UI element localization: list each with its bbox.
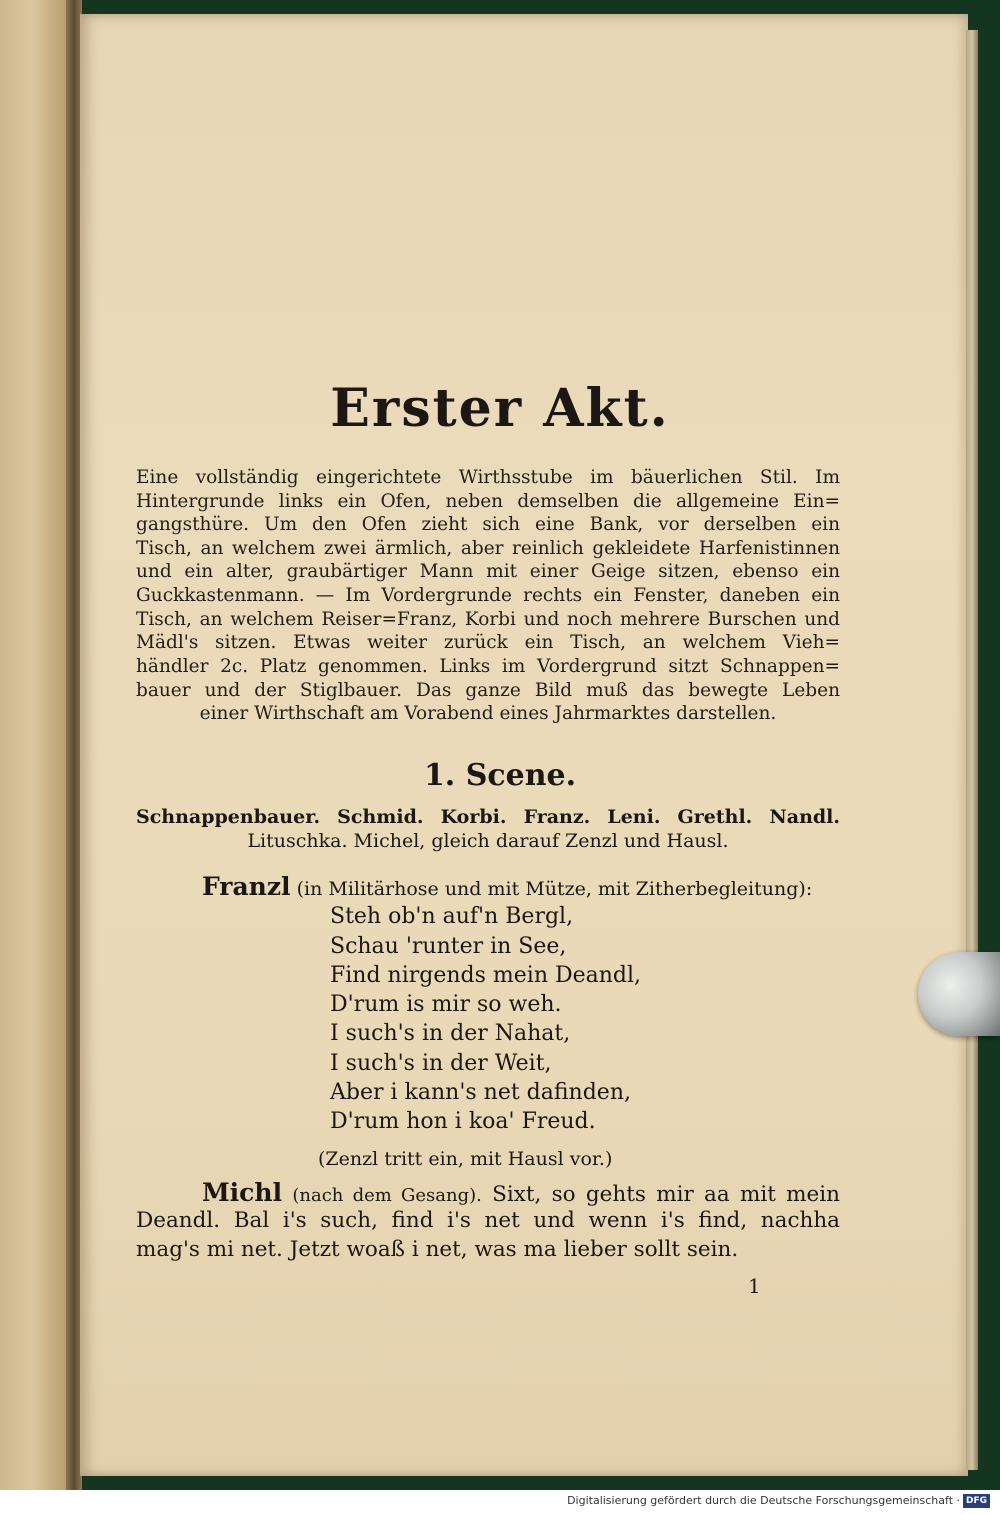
- stage-direction-line: händler 2c. Platz genommen. Links im Vordergrund sitzt Schnappen=: [136, 656, 840, 677]
- stage-direction-line: einer Wirthschaft am Vorabend eines Jahrmarktes darstellen.: [199, 703, 777, 724]
- franzl-line: [202, 872, 812, 901]
- michl-line: [202, 1178, 840, 1207]
- stage-direction-line: Tisch, an welchem Reiser=Franz, Korbi und noch mehrere Burschen und: [136, 609, 840, 630]
- song-verse: Find nirgends mein Deandl,: [330, 963, 642, 988]
- page-stack-edge: [966, 30, 978, 1470]
- stage-note: (Zenzl tritt ein, mit Hausl vor.): [318, 1148, 613, 1170]
- cast-list-line: Schnappenbauer. Schmid. Korbi. Franz. Leni. Grethl. Nandl.: [136, 806, 840, 828]
- dfg-logo: DFG: [963, 1494, 990, 1508]
- stage-direction-line: gangsthüre. Um den Ofen zieht sich eine Bank, vor derselben ein: [136, 514, 840, 535]
- page-number: 1: [748, 1274, 761, 1298]
- song-verse: Schau 'runter in See,: [330, 934, 567, 959]
- dialogue-line: mag's mi net. Jetzt woaß i net, was ma lieber sollt sein.: [136, 1237, 739, 1262]
- stage-direction-line: Tisch, an welchem zwei ärmlich, aber reinlich gekleidete Harfenistinnen: [136, 538, 840, 559]
- song-verse: D'rum is mir so weh.: [330, 992, 562, 1017]
- song-verse: Aber i kann's net dafinden,: [330, 1080, 631, 1105]
- cast-list-line: Lituschka. Michel, gleich darauf Zenzl und Hausl.: [247, 830, 729, 852]
- stage-direction-line: Mädl's sitzen. Etwas weiter zurück ein Tisch, an welchem Vieh=: [136, 632, 840, 653]
- stage-direction-line: Eine vollständig eingerichtete Wirthsstube im bäuerlichen Stil. Im: [136, 467, 840, 488]
- speaker-direction: (in Militärhose und mit Mütze, mit Zitherbegleitung):: [296, 878, 813, 900]
- dialogue-line: Deandl. Bal i's such, find i's net und wenn i's find, nachha: [136, 1208, 840, 1233]
- speaker-direction: (nach dem Gesang).: [292, 1185, 482, 1206]
- dialogue-text: Sixt, so gehts mir aa mit mein: [492, 1182, 840, 1207]
- stage-direction-line: Guckkastenmann. — Im Vordergrunde rechts ein Fenster, daneben ein: [136, 585, 840, 606]
- song-verse: I such's in der Weit,: [330, 1051, 552, 1076]
- stage-direction-line: und ein alter, graubärtiger Mann mit einer Geige sitzen, ebenso ein: [136, 561, 840, 582]
- footer-credit: Digitalisierung gefördert durch die Deutsche Forschungsgemeinschaft ·: [567, 1494, 960, 1507]
- act-title: Erster Akt.: [330, 378, 670, 439]
- song-verse: Steh ob'n auf'n Bergl,: [330, 904, 574, 929]
- song-verse: I such's in der Nahat,: [330, 1021, 571, 1046]
- speaker-name: Michl: [202, 1178, 283, 1207]
- stage-direction-line: Hintergrunde links ein Ofen, neben demselben die allgemeine Ein=: [136, 491, 840, 512]
- page-clip: [918, 952, 1000, 1036]
- scene-title: 1. Scene.: [423, 758, 577, 793]
- stage-direction-line: bauer und der Stiglbauer. Das ganze Bild muß das bewegte Leben: [136, 680, 840, 701]
- song-verse: D'rum hon i koa' Freud.: [330, 1109, 596, 1134]
- speaker-name: Franzl: [202, 872, 291, 901]
